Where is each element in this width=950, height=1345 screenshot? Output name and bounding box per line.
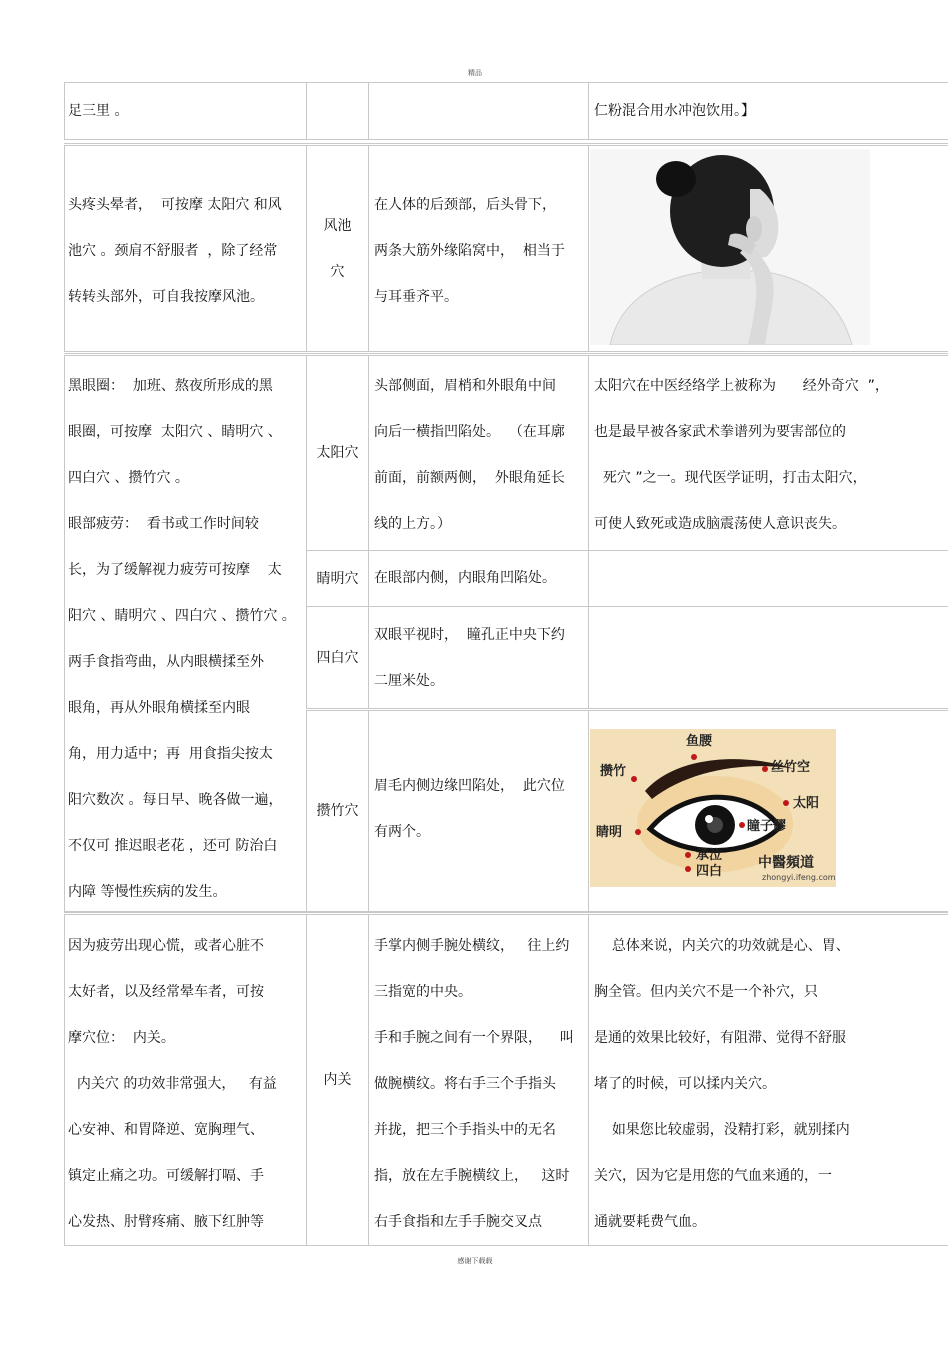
eye-acupoint-diagram xyxy=(590,729,836,887)
subrow-zanzhu xyxy=(306,708,948,911)
point-name: 四白穴 xyxy=(316,649,359,666)
symptom-text: 头疼头晕者， 可按摩 太阳穴 和风 池穴 。颈肩不舒服者 ，除了经常 转转头部外，可自我按摩风池。 xyxy=(68,197,282,305)
point-name: 内关 xyxy=(323,1072,352,1088)
cell-image xyxy=(588,146,948,351)
page-header: 精品 xyxy=(468,69,482,77)
page-footer: 感谢下载载 xyxy=(457,1257,493,1265)
subrow-sibai xyxy=(306,606,948,708)
symptom-text: 因为疲劳出现心慌，或者心脏不 太好者，以及经常晕车者，可按 摩穴位： 内关。 内关穴 的功效非常强大， 有益 心安神、和胃降逆、宽胸理气、 镇定止痛之功。可缓解打嗝、手 心发热、肘臂疼痛、腋下红肿等 xyxy=(68,938,277,1230)
table-row-3 xyxy=(64,912,948,1246)
location-jingming xyxy=(368,551,588,606)
label-sizhukong: 丝竹空 xyxy=(771,760,811,775)
table-row-2 xyxy=(64,353,948,912)
cell-point xyxy=(306,146,368,351)
label-chengqi: 承泣 xyxy=(696,848,723,863)
location-text: 在眼部内侧，内眼角凹陷处。 xyxy=(374,570,556,586)
cell-symptom xyxy=(64,83,306,139)
site-label: zhongyi.ifeng.com xyxy=(762,873,836,882)
note-text: 总体来说，内关穴的功效就是心、胃、 胸全管。但内关穴不是一个补穴，只 是通的效果比较好，有阻滞、觉得不舒服 堵了的时候，可以揉内关穴。 如果您比较虚弱，没精打彩，就别揉内 关穴，因为它是用您的气血来通的，一 通就要耗费气血。 xyxy=(594,938,850,1230)
cell-symptom xyxy=(64,146,306,351)
cell-location xyxy=(368,915,588,1245)
note-taiyang xyxy=(588,356,948,550)
cell-location xyxy=(368,146,588,351)
note-text: 太阳穴在中医经络学上被称为 经外奇穴 ”， 也是最早被各家武术拳谱列为要害部位的 死穴 ”之一。现代医学证明，打击太阳穴， 可使人致死或造成脑震荡使人意识丧失。 xyxy=(594,378,889,532)
cell-note xyxy=(588,83,948,139)
cell-point xyxy=(306,83,368,139)
location-sibai xyxy=(368,607,588,708)
location-text: 双眼平视时， 瞳孔正中央下约 二厘米处。 xyxy=(374,627,565,689)
subrow-taiyang xyxy=(306,356,948,550)
location-taiyang xyxy=(368,356,588,550)
table-row-1 xyxy=(64,143,948,352)
point-name: 太阳穴 xyxy=(316,445,359,461)
location-zanzhu xyxy=(368,711,588,911)
brand-label: 中醫頻道 xyxy=(758,855,814,871)
table-row-0 xyxy=(64,82,948,140)
location-text: 头部侧面，眉梢和外眼角中间 向后一横指凹陷处。 （在耳廓 前面，前额两侧， 外眼角延长 线的上方。） xyxy=(374,378,565,532)
note-jingming xyxy=(588,551,948,606)
subrow-jingming xyxy=(306,550,948,606)
cell-location xyxy=(368,83,588,139)
neck-massage-illustration xyxy=(590,149,870,345)
cell-symptom xyxy=(64,356,306,911)
symptom-text: 黑眼圈： 加班、熬夜所形成的黑 眼圈，可按摩 太阳穴 、睛明穴 、 四白穴 、攒竹穴 。 眼部疲劳： 看书或工作时间较 长，为了缓解视力疲劳可按摩 太 阳穴 、睛明穴 、四白穴 、攒竹穴 。 两手食指弯曲，从内眼横揉至外 眼角，再从外眼角横揉至内眼 角，用力适中；再 用食指尖按太 阳穴数次 。每日早、晚各做一遍， 不仅可 推迟眼老花 ，还可 防治白 内障 等慢性疾病的发生。 xyxy=(68,378,296,900)
label-taiyang: 太阳 xyxy=(793,796,820,811)
note-sibai xyxy=(588,607,948,708)
location-text: 在人体的后颈部，后头骨下， 两条大筋外缘陷窝中， 相当于 与耳垂齐平。 xyxy=(374,197,565,305)
point-zanzhu xyxy=(306,711,368,911)
cell-point xyxy=(306,915,368,1245)
cell-eye-diagram xyxy=(588,711,948,911)
note-text: 仁粉混合用水冲泡饮用。】 xyxy=(594,103,755,119)
point-name: 睛明穴 xyxy=(316,570,359,587)
label-sibai: 四白 xyxy=(696,864,723,879)
point-name: 攒竹穴 xyxy=(316,803,359,819)
location-text: 眉毛内侧边缘凹陷处， 此穴位 有两个。 xyxy=(374,778,565,840)
symptom-text: 足三里 。 xyxy=(68,103,129,119)
point-name: 风池 穴 xyxy=(323,217,352,280)
point-jingming xyxy=(306,551,368,606)
label-jingming: 睛明 xyxy=(596,825,623,840)
point-sibai xyxy=(306,607,368,708)
label-tongziliao: 瞳子髎 xyxy=(747,819,787,834)
label-yuyao: 鱼腰 xyxy=(686,734,713,749)
cell-symptom xyxy=(64,915,306,1245)
label-zanzhu: 攒竹 xyxy=(600,764,627,779)
point-taiyang xyxy=(306,356,368,550)
cell-note xyxy=(588,915,948,1245)
location-text: 手掌内侧手腕处横纹， 往上约 三指宽的中央。 手和手腕之间有一个界限， 叫 做腕横纹。将右手三个手指头 并拢，把三个手指头中的无名 指，放在左手腕横纹上， 这时 右手食指和左手手腕交叉点 xyxy=(374,938,574,1230)
